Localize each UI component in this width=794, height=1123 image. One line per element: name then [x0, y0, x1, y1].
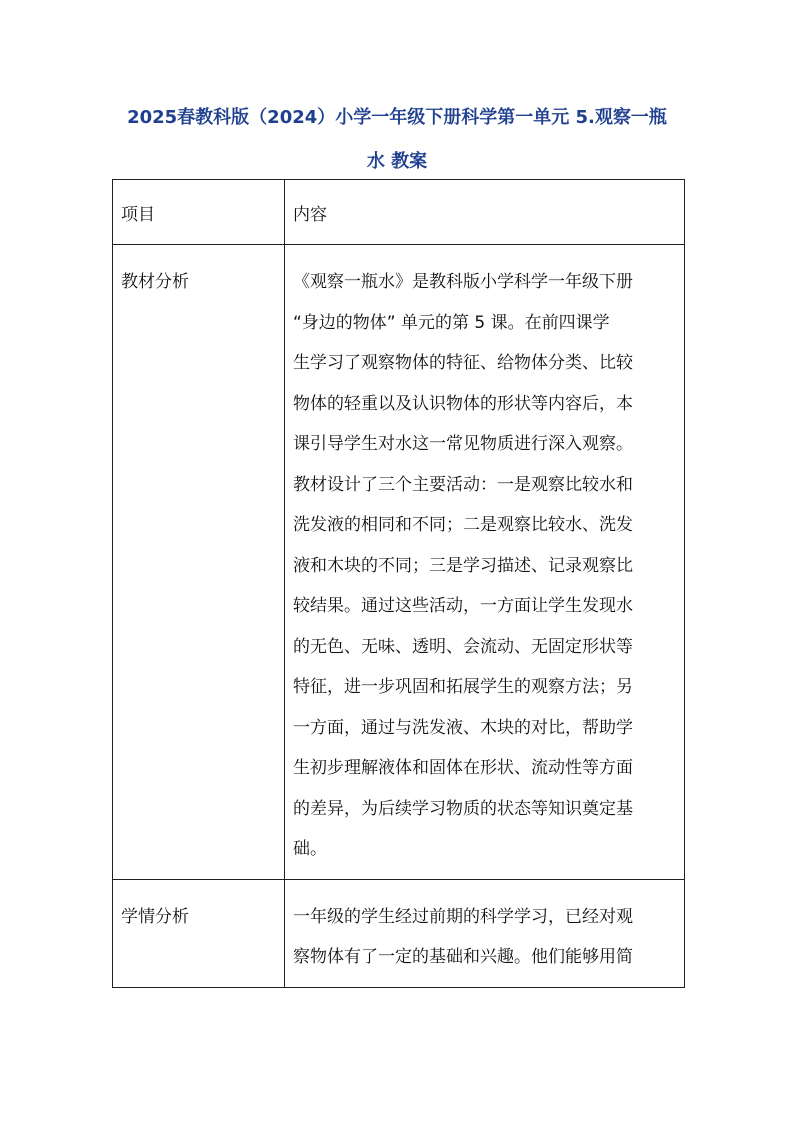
row-label-cell — [113, 245, 285, 880]
content-line: 础。 — [293, 839, 327, 859]
content-line: 一方面，通过与洗发液、木块的对比，帮助学 — [293, 717, 633, 738]
title-line-1: 2025春教科版（2024）小学一年级下册科学第一单元 5.观察一瓶 — [127, 107, 667, 128]
content-line: “身边的物体” 单元的第 5 课。在前四课学 — [293, 312, 610, 333]
content-line: 察物体有了一定的基础和兴趣。他们能够用简 — [293, 947, 633, 967]
table-row-textbook-analysis — [113, 245, 685, 880]
row-label-student-analysis: 学情分析 — [121, 906, 189, 927]
content-line: 洗发液的相同和不同；二是观察比较水、洗发 — [293, 515, 633, 535]
table-row-student-analysis — [113, 879, 685, 987]
content-line: 生初步理解液体和固体在形状、流动性等方面 — [293, 758, 633, 778]
row-content-cell — [285, 879, 685, 987]
row-content-cell — [285, 245, 685, 880]
row-label-cell — [113, 879, 285, 987]
content-line: 课引导学生对水这一常见物质进行深入观察。 — [293, 434, 633, 454]
content-line: 教材设计了三个主要活动：一是观察比较水和 — [293, 474, 633, 495]
content-line: 物体的轻重以及认识物体的形状等内容后，本 — [293, 393, 633, 414]
content-line: 的差异，为后续学习物质的状态等知识奠定基 — [293, 798, 633, 819]
content-line: 较结果。通过这些活动，一方面让学生发现水 — [293, 596, 633, 616]
content-line: 液和木块的不同；三是学习描述、记录观察比 — [293, 555, 633, 576]
lesson-plan-table — [112, 179, 685, 988]
content-line: 《观察一瓶水》是教科版小学科学一年级下册 — [293, 272, 633, 292]
document-title — [110, 96, 684, 184]
row-label-textbook-analysis: 教材分析 — [121, 272, 189, 292]
header-cell-item — [113, 180, 285, 245]
table-header-row — [113, 180, 685, 245]
header-item-label: 项目 — [121, 205, 155, 225]
row-content-student-analysis — [285, 880, 684, 987]
title-line-2: 水 教案 — [366, 151, 428, 172]
header-cell-content — [285, 180, 685, 245]
header-content-label: 内容 — [293, 205, 327, 225]
row-content-textbook-analysis — [285, 245, 684, 879]
content-line: 一年级的学生经过前期的科学学习，已经对观 — [293, 906, 633, 927]
content-line: 的无色、无味、透明、会流动、无固定形状等 — [293, 636, 633, 657]
content-line: 生学习了观察物体的特征、给物体分类、比较 — [293, 353, 633, 373]
content-line: 特征，进一步巩固和拓展学生的观察方法；另 — [293, 677, 633, 697]
